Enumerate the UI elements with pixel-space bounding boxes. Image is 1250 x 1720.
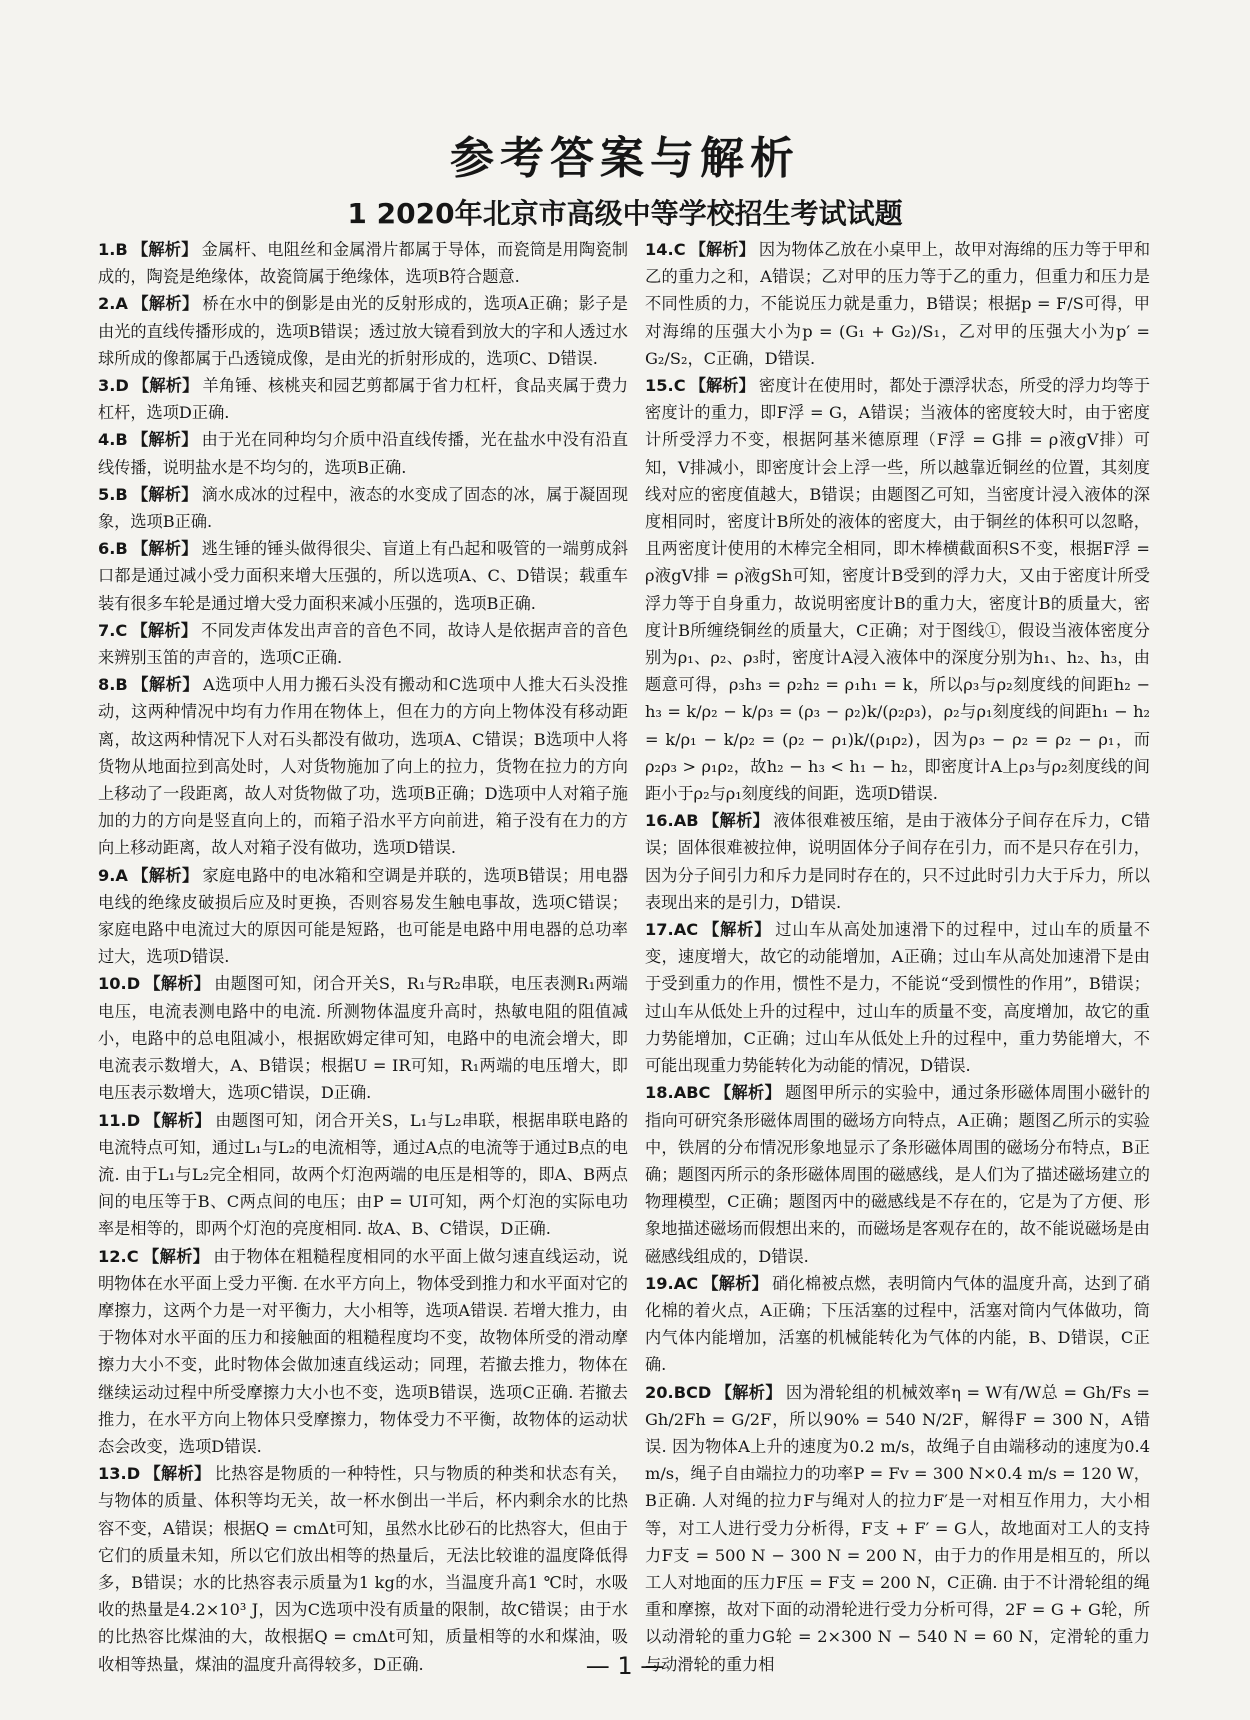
analysis-tag: 【解析】 — [142, 1246, 210, 1266]
exam-title: 1 2020年北京市高级中等学校招生考试试题 — [347, 197, 903, 230]
analysis-text: 比热容是物质的一种特性，只与物质的种类和状态有关，与物体的质量、体积等均无关，故一杯水倒出一半后，杯内剩余水的比热容不变，A错误；根据Q = cmΔt可知，虽然水比砂石的比热容大，但由于它们的质量未知，所以它们放出相等的热量后，无法比较谁的温度降低得多，B错误；水的比热容表示质量为1 kg的水，当温度升高1 ℃时，水吸收的热量是4.2×10³ J，因为C选项中没有质量的限制，故C错误；由于水的比热容比煤油的大，故根据Q = cmΔt可知，质量相等的水和煤油，吸收相等热量，煤油的温度升高得较多，D正确. — [98, 1464, 629, 1674]
answer-choice: AC — [673, 1273, 699, 1293]
answer-choice: A — [115, 294, 128, 314]
answer-item — [98, 481, 628, 535]
page-title: 参考答案与解析 — [450, 133, 800, 184]
analysis-tag: 【解析】 — [689, 240, 755, 259]
analysis-text: 因为滑轮组的机械效率η = W有/W总 = Gh/Fs = Gh/2Fh = G/2F，所以90% = 540 N/2F，解得F = 300 N，A错误. 因为物体A上升的速度为0.2 m/s，故绳子自由端移动的速度为0.4 m/s，绳子自由端拉力的功率P = Fv = 300 N×0.4 m/s = 120 W，B正确. 人对绳的拉力F与绳对人的拉力F′是一对相互作用力，大小相等，对工人进行受力分析得，F支 + F′ = G人，故地面对工人的支持力F支 = 500 N − 300 N = 200 N，由于力的作用是相互的，所以工人对地面的压力F压 = F支 = 200 N，C正确. 由于不计滑轮组的绳重和摩擦，故对下面的动滑轮进行受力分析可得，2F = G + G轮，所以动滑轮的重力G轮 = 2×300 N − 540 N = 60 N，定滑轮的重力与动滑轮的重力相 — [645, 1382, 1150, 1674]
answer-choice: C — [126, 1246, 139, 1266]
answer-choice: AC — [673, 920, 699, 940]
question-number: 9. — [98, 865, 116, 885]
analysis-tag: 【解析】 — [131, 240, 198, 259]
answer-choice: C — [673, 240, 686, 259]
answer-item — [98, 1243, 628, 1461]
answer-choice: B — [115, 484, 128, 504]
question-number: 7. — [98, 620, 116, 640]
question-number: 12. — [98, 1246, 127, 1266]
analysis-tag: 【解析】 — [702, 920, 772, 940]
answer-item — [645, 372, 1150, 807]
question-number: 13. — [98, 1464, 127, 1484]
answer-choice: AB — [673, 811, 699, 831]
answer-item — [98, 372, 628, 426]
analysis-text: 因为物体乙放在小桌甲上，故甲对海绵的压力等于甲和乙的重力之和，A错误；乙对甲的压力等于乙的重力，但重力和压力是不同性质的力，不能说压力就是重力，B错误；根据p = F/S可得，甲对海绵的压强大小为p = (G₁ + G₂)/S₁，乙对甲的压强大小为p′ = G₂/S₂，C正确，D错误. — [645, 240, 1151, 368]
analysis-tag: 【解析】 — [131, 539, 198, 559]
analysis-tag: 【解析】 — [131, 675, 199, 695]
analysis-text: 桥在水中的倒影是由光的反射形成的，选项A正确；影子是由光的直线传播形成的，选项B错误；透过放大镜看到放大的字和人透过水球所成的像都属于凸透镜成像，是由光的折射形成的，选项C、D错误. — [98, 294, 628, 368]
analysis-tag: 【解析】 — [702, 811, 770, 831]
question-number: 2. — [98, 294, 116, 314]
answer-item — [98, 290, 628, 372]
answer-item — [645, 236, 1150, 372]
answer-item — [645, 1379, 1150, 1678]
analysis-tag: 【解析】 — [715, 1382, 782, 1402]
answer-choice: C — [115, 620, 128, 640]
analysis-text: 滴水成冰的过程中，液态的水变成了固态的冰，属于凝固现象，选项B正确. — [98, 484, 629, 532]
answer-choice: D — [115, 376, 129, 396]
analysis-text: 题图甲所示的实验中，通过条形磁体周围小磁针的指向可研究条形磁体周围的磁场方向特点，A正确；题图乙所示的实验中，铁屑的分布情况形象地显示了条形磁体周围的磁场分布特点，B正确；题图丙所示的条形磁体周围的磁感线，是人们为了描述磁场建立的物理模型，C正确；题图丙中的磁感线是不存在的，它是为了方便、形象地描述磁场而假想出来的，而磁场是客观存在的，故不能说磁场是由磁感线组成的，D错误. — [645, 1083, 1151, 1266]
answer-item — [98, 617, 628, 671]
analysis-tag: 【解析】 — [144, 1464, 211, 1484]
answer-choice: BCD — [673, 1382, 712, 1402]
answer-item — [98, 1107, 628, 1243]
analysis-tag: 【解析】 — [131, 484, 198, 504]
analysis-text: 硝化棉被点燃，表明筒内气体的温度升高，达到了硝化棉的着火点，A正确；下压活塞的过程中，活塞对筒内气体做功，筒内气体内能增加，活塞的机械能转化为气体的内能，B、D错误，C正确. — [645, 1273, 1150, 1375]
answer-item — [98, 236, 628, 290]
question-number: 6. — [98, 539, 116, 559]
analysis-tag: 【解析】 — [131, 865, 199, 885]
answer-choice: B — [115, 539, 128, 559]
answer-choice: B — [115, 675, 128, 695]
analysis-text: 不同发声体发出声音的音色不同，故诗人是依据声音的音色来辨别玉笛的声音的，选项C正确. — [98, 620, 629, 668]
answer-choice: D — [126, 974, 141, 994]
question-number: 8. — [98, 675, 116, 695]
answer-item — [98, 535, 628, 617]
answer-item — [98, 862, 628, 971]
question-number: 1. — [98, 240, 116, 259]
question-number: 18. — [645, 1083, 674, 1103]
answer-choice: A — [115, 865, 128, 885]
answer-choice: C — [673, 376, 686, 396]
analysis-tag: 【解析】 — [144, 974, 211, 994]
left-column — [98, 236, 628, 1678]
question-number: 11. — [98, 1110, 127, 1130]
answer-choice: B — [115, 430, 128, 450]
analysis-tag: 【解析】 — [131, 430, 198, 450]
analysis-text: 液体很难被压缩，是由于液体分子间存在斥力，C错误；固体很难被拉伸，说明固体分子间存在引力，而不是只存在引力，因为分子间引力和斥力是同时存在的，只不过此时引力大于斥力，所以表现出来的是引力，D错误. — [645, 811, 1151, 912]
answer-item — [98, 671, 628, 861]
analysis-tag: 【解析】 — [702, 1273, 769, 1293]
analysis-text: 过山车从高处加速滑下的过程中，过山车的质量不变，速度增大，故它的动能增加，A正确；过山车从高处加速滑下是由于受到重力的作用，惯性不是力，不能说“受到惯性的作用”，B错误；过山车从低处上升的过程中，过山车的质量不变，高度增加，故它的重力势能增加，C正确；过山车从低处上升的过程中，重力势能增大，不可能出现重力势能转化为动能的情况，D错误. — [645, 920, 1151, 1076]
question-number: 16. — [645, 811, 674, 831]
question-number: 3. — [98, 376, 116, 396]
analysis-tag: 【解析】 — [131, 620, 198, 640]
answer-item — [98, 970, 628, 1106]
answer-item — [645, 1270, 1150, 1379]
analysis-text: 家庭电路中的电冰箱和空调是并联的，选项B错误；用电器电线的绝缘皮破损后应及时更换，否则容易发生触电事故，选项C错误；家庭电路中电流过大的原因可能是短路，也可能是电路中用电器的总功率过大，选项D错误. — [98, 865, 629, 967]
answer-choice: D — [126, 1110, 141, 1130]
question-number: 20. — [645, 1382, 674, 1402]
question-number: 15. — [645, 376, 674, 396]
answer-choice: D — [126, 1464, 141, 1484]
answer-item — [645, 916, 1150, 1079]
question-number: 17. — [645, 920, 674, 940]
answer-item — [645, 1079, 1150, 1269]
analysis-text: 金属杆、电阻丝和金属滑片都属于导体，而瓷筒是用陶瓷制成的，陶瓷是绝缘体，故瓷筒属于绝缘体，选项B符合题意. — [98, 240, 629, 287]
analysis-text: 密度计在使用时，都处于漂浮状态，所受的浮力均等于密度计的重力，即F浮 = G，A错误；当液体的密度较大时，由于密度计所受浮力不变，根据阿基米德原理（F浮 = G排 = ρ液gV排）可知，V排减小，即密度计会上浮一些，所以越靠近铜丝的位置，其刻度线对应的密度值越大，B错误；由题图乙可知，当密度计浸入液体的深度相同时，密度计B所处的液体的密度大，由于铜丝的体积可以忽略，且两密度计使用的木棒完全相同，即木棒横截面积S不变，根据F浮 = ρ液gV排 = ρ液gSh可知，密度计B受到的浮力大，又由于密度计所受浮力等于自身重力，故说明密度计B的重力大，密度计B的质量大，密度计B所缠绕铜丝的质量大，C正确；对于图线①，假设当液体密度分别为ρ₁、ρ₂、ρ₃时，密度计A浸入液体中的深度分别为h₁、h₂、h₃，由题意可得，ρ₃h₃ = ρ₂h₂ = ρ₁h₁ = k，所以ρ₃与ρ₂刻度线的间距h₂ − h₃ = k/ρ₂ − k/ρ₃ = (ρ₃ − ρ₂)k/(ρ₂ρ₃)，ρ₂与ρ₁刻度线的间距h₁ − h₂ = k/ρ₁ − k/ρ₂ = (ρ₂ − ρ₁)k/(ρ₁ρ₂)，因为ρ₃ − ρ₂ = ρ₂ − ρ₁，而ρ₂ρ₃ > ρ₁ρ₂，故h₂ − h₃ < h₁ − h₂，即密度计A上ρ₃与ρ₂刻度线的间距小于ρ₂与ρ₁刻度线的间距，选项D错误. — [645, 376, 1151, 804]
answer-choice: B — [115, 240, 128, 259]
answer-item — [98, 426, 628, 480]
analysis-text: 由于物体在粗糙程度相同的水平面上做匀速直线运动，说明物体在水平面上受力平衡. 在水平方向上，物体受到推力和水平面对它的摩擦力，这两个力是一对平衡力，大小相等，选项A错误. 若增大推力，由于物体对水平面的压力和接触面的粗糙程度均不变，故物体所受的滑动摩擦力大小不变，此时物体会做加速直线运动；同理，若撤去推力，物体在继续运动过程中所受摩擦力大小也不变，选项B错误，选项C正确. 若撤去推力，在水平方向上物体只受摩擦力，物体受力不平衡，故物体的运动状态会改变，选项D错误. — [98, 1246, 629, 1456]
analysis-tag: 【解析】 — [689, 376, 755, 396]
page-number: — 1 — — [585, 1652, 665, 1680]
analysis-text: 由题图可知，闭合开关S，L₁与L₂串联，根据串联电路的电流特点可知，通过L₁与L₂的电流相等，通过A点的电流等于通过B点的电流. 由于L₁与L₂完全相同，故两个灯泡两端的电压是相等的，即A、B两点间的电压等于B、C两点间的电压；由P = UI可知，两个灯泡的实际电功率是相等的，即两个灯泡的亮度相同. 故A、B、C错误，D正确. — [98, 1110, 629, 1239]
question-number: 4. — [98, 430, 116, 450]
answer-item — [645, 807, 1150, 916]
answer-item — [98, 1460, 628, 1678]
analysis-text: 由题图可知，闭合开关S，R₁与R₂串联，电压表测R₁两端电压，电流表测电路中的电流. 所测物体温度升高时，热敏电阻的阻值减小，电路中的总电阻减小，根据欧姆定律可知，电路中的电流会增大，即电流表示数增大，A、B错误；根据U = IR可知，R₁两端的电压增大，即电压表示数增大，选项C错误，D正确. — [98, 974, 628, 1103]
answer-choice: ABC — [673, 1083, 711, 1103]
analysis-text: 羊角锤、核桃夹和园艺剪都属于省力杠杆，食品夹属于费力杠杆，选项D正确. — [98, 376, 629, 423]
analysis-tag: 【解析】 — [144, 1110, 212, 1130]
right-column — [645, 236, 1150, 1678]
question-number: 5. — [98, 484, 116, 504]
analysis-text: 由于光在同种均匀介质中沿直线传播，光在盐水中没有沿直线传播，说明盐水是不均匀的，选项B正确. — [98, 430, 629, 477]
analysis-text: A选项中人用力搬石头没有搬动和C选项中人推大石头没推动，这两种情况中均有力作用在物体上，但在力的方向上物体没有移动距离，故这两种情况下人对石头都没有做功，选项A、C错误；B选项中人将货物从地面拉到高处时，人对货物施加了向上的拉力，货物在拉力的方向上移动了一段距离，故人对货物做了功，选项B正确；D选项中人对箱子施加的力的方向是竖直向上的，而箱子沿水平方向前进，箱子没有在力的方向上移动距离，故人对箱子没有做功，选项D错误. — [98, 675, 628, 858]
analysis-tag: 【解析】 — [131, 294, 199, 314]
question-number: 19. — [645, 1273, 674, 1293]
analysis-tag: 【解析】 — [132, 376, 199, 396]
question-number: 10. — [98, 974, 127, 994]
analysis-text: 逃生锤的锤头做得很尖、盲道上有凸起和吸管的一端剪成斜口都是通过减小受力面积来增大压强的，所以选项A、C、D错误；载重车装有很多车轮是通过增大受力面积来减小压强的，选项B正确. — [98, 539, 629, 613]
analysis-tag: 【解析】 — [714, 1083, 782, 1103]
question-number: 14. — [645, 240, 674, 259]
